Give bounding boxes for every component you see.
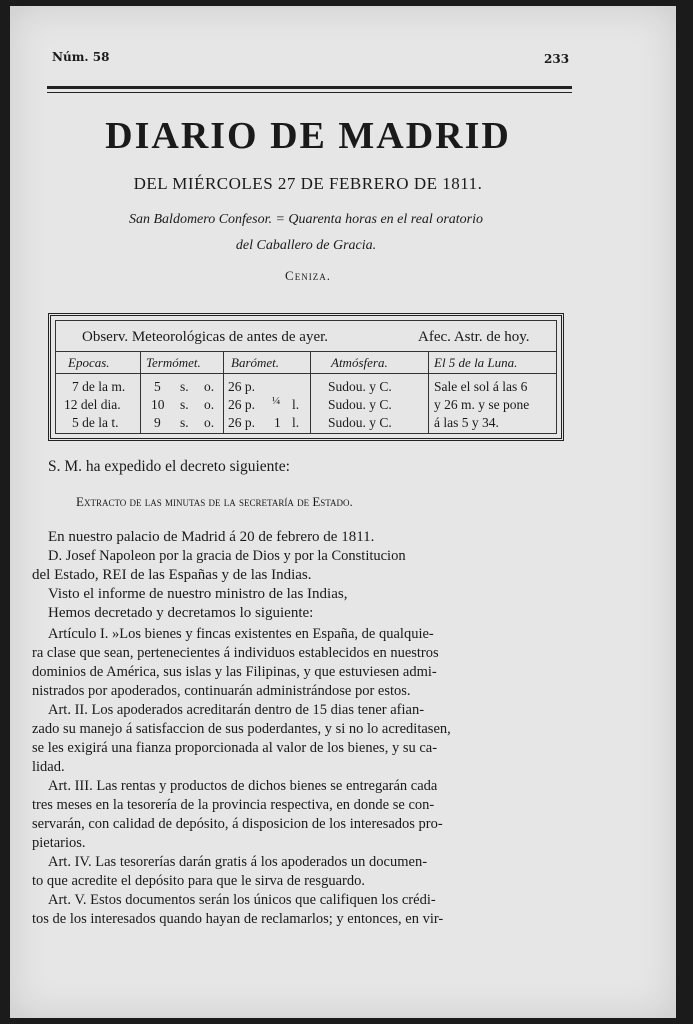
saints-line-2: del Caballero de Gracia. bbox=[235, 238, 377, 253]
table-header-divider bbox=[56, 351, 556, 352]
row-astro: á las 5 y 34. bbox=[434, 415, 499, 430]
body-line: Art. II. Los apoderados acreditarán dentro de 15 dias tener afian- bbox=[48, 702, 425, 718]
weather-heading: Observ. Meteorológicas de antes de ayer. bbox=[82, 329, 329, 345]
row-temp-value: 10 bbox=[151, 397, 165, 412]
row-atmosphere: Sudou. y C. bbox=[328, 415, 392, 430]
weather-table-frame bbox=[55, 320, 557, 434]
body-line: En nuestro palacio de Madrid á 20 de febrero de 1811. bbox=[48, 529, 375, 545]
col-header-luna: El 5 de la Luna. bbox=[434, 355, 518, 370]
row-epoch: 7 de la m. bbox=[72, 379, 126, 394]
body-line: zado su manejo á satisfaccion de sus poderdantes, y si no lo acreditasen, bbox=[32, 721, 451, 737]
body-line: Art. IV. Las tesorerías darán gratis á los apoderados un documen- bbox=[48, 854, 428, 870]
body-line: ra clase que sean, pertenecientes á individuos establecidos en nuestros bbox=[32, 645, 439, 661]
row-astro: y 26 m. y se pone bbox=[434, 397, 530, 412]
body-line: nistrados por apoderados, continuarán administrándose por estos. bbox=[32, 683, 411, 699]
row-temp-s: s. bbox=[180, 397, 189, 412]
row-barometer-lines: l. bbox=[292, 415, 300, 430]
body-line: D. Josef Napoleon por la gracia de Dios y por la Constitucion bbox=[48, 548, 406, 564]
body-line: tres meses en la tesorería de la provincia respectiva, en donde se con- bbox=[32, 797, 435, 813]
body-line: dominios de América, sus islas y las Filipinas, y que estuviesen admi- bbox=[32, 664, 437, 680]
row-barometer-lines: l. bbox=[292, 397, 300, 412]
row-barometer: 26 p. bbox=[228, 415, 255, 430]
col-divider bbox=[310, 351, 311, 433]
body-line: to que acredite el depósito para que le sirva de resguardo. bbox=[32, 873, 365, 889]
row-temp-o: o. bbox=[204, 397, 215, 412]
body-line: lidad. bbox=[32, 759, 65, 775]
col-header-atmosfera: Atmósfera. bbox=[331, 355, 388, 370]
body-line: Hemos decretado y decretamos lo siguiente: bbox=[48, 605, 314, 621]
row-atmosphere: Sudou. y C. bbox=[328, 379, 392, 394]
body-line: pietarios. bbox=[32, 835, 86, 851]
extract-title: Extracto de las minutas de la secretaría de Estado. bbox=[76, 494, 353, 509]
row-barometer-fraction: 1 bbox=[274, 415, 281, 430]
row-temp-s: s. bbox=[180, 379, 189, 394]
row-temp-o: o. bbox=[204, 379, 215, 394]
row-barometer: 26 p. bbox=[228, 379, 255, 394]
page-number: 233 bbox=[544, 52, 570, 66]
row-barometer-fraction: ¼ bbox=[272, 395, 281, 407]
top-rule-thin bbox=[47, 92, 572, 93]
decree-intro: S. M. ha expedido el decreto siguiente: bbox=[48, 458, 290, 475]
ceniza-label: Ceniza. bbox=[285, 268, 331, 283]
row-temp-value: 9 bbox=[154, 415, 161, 430]
masthead-title: DIARIO DE MADRID bbox=[105, 115, 511, 157]
col-header-termometro: Termómet. bbox=[146, 355, 201, 370]
col-divider bbox=[223, 351, 224, 433]
col-divider bbox=[428, 351, 429, 433]
col-header-barometro: Barómet. bbox=[231, 355, 280, 370]
newspaper-page bbox=[10, 6, 676, 1018]
body-line: Art. III. Las rentas y productos de dichos bienes se entregarán cada bbox=[48, 778, 438, 794]
col-divider bbox=[140, 351, 141, 433]
row-atmosphere: Sudou. y C. bbox=[328, 397, 392, 412]
body-line: tos de los interesados quando hayan de reclamarlos; y entonces, en vir- bbox=[32, 911, 444, 927]
row-barometer: 26 p. bbox=[228, 397, 255, 412]
astro-heading: Afec. Astr. de hoy. bbox=[418, 329, 530, 345]
body-line: se les exigirá una fianza proporcionada al valor de los bienes, y su ca- bbox=[32, 740, 438, 756]
col-header-epocas: Epocas. bbox=[68, 355, 110, 370]
top-rule-thick bbox=[47, 86, 572, 89]
issue-number: Núm. 58 bbox=[52, 50, 110, 64]
row-epoch: 12 del dia. bbox=[64, 397, 121, 412]
body-line: servarán, con calidad de depósito, á disposicion de los interesados pro- bbox=[32, 816, 443, 832]
body-line: Visto el informe de nuestro ministro de las Indias, bbox=[48, 586, 348, 602]
issue-date: DEL MIÉRCOLES 27 DE FEBRERO DE 1811. bbox=[133, 174, 483, 193]
row-temp-o: o. bbox=[204, 415, 215, 430]
row-astro: Sale el sol á las 6 bbox=[434, 379, 528, 394]
body-line: Art. V. Estos documentos serán los únicos que califiquen los crédi- bbox=[48, 892, 436, 908]
weather-table bbox=[48, 313, 564, 441]
body-line: Artículo I. »Los bienes y fincas existentes en España, de qualquie- bbox=[48, 626, 434, 642]
saints-line-1: San Baldomero Confesor. = Quarenta horas en el real oratorio bbox=[129, 212, 483, 227]
body-line: del Estado, REI de las Españas y de las Indias. bbox=[32, 567, 312, 583]
row-epoch: 5 de la t. bbox=[72, 415, 119, 430]
table-column-divider bbox=[56, 373, 556, 374]
row-temp-value: 5 bbox=[154, 379, 161, 394]
row-temp-s: s. bbox=[180, 415, 189, 430]
